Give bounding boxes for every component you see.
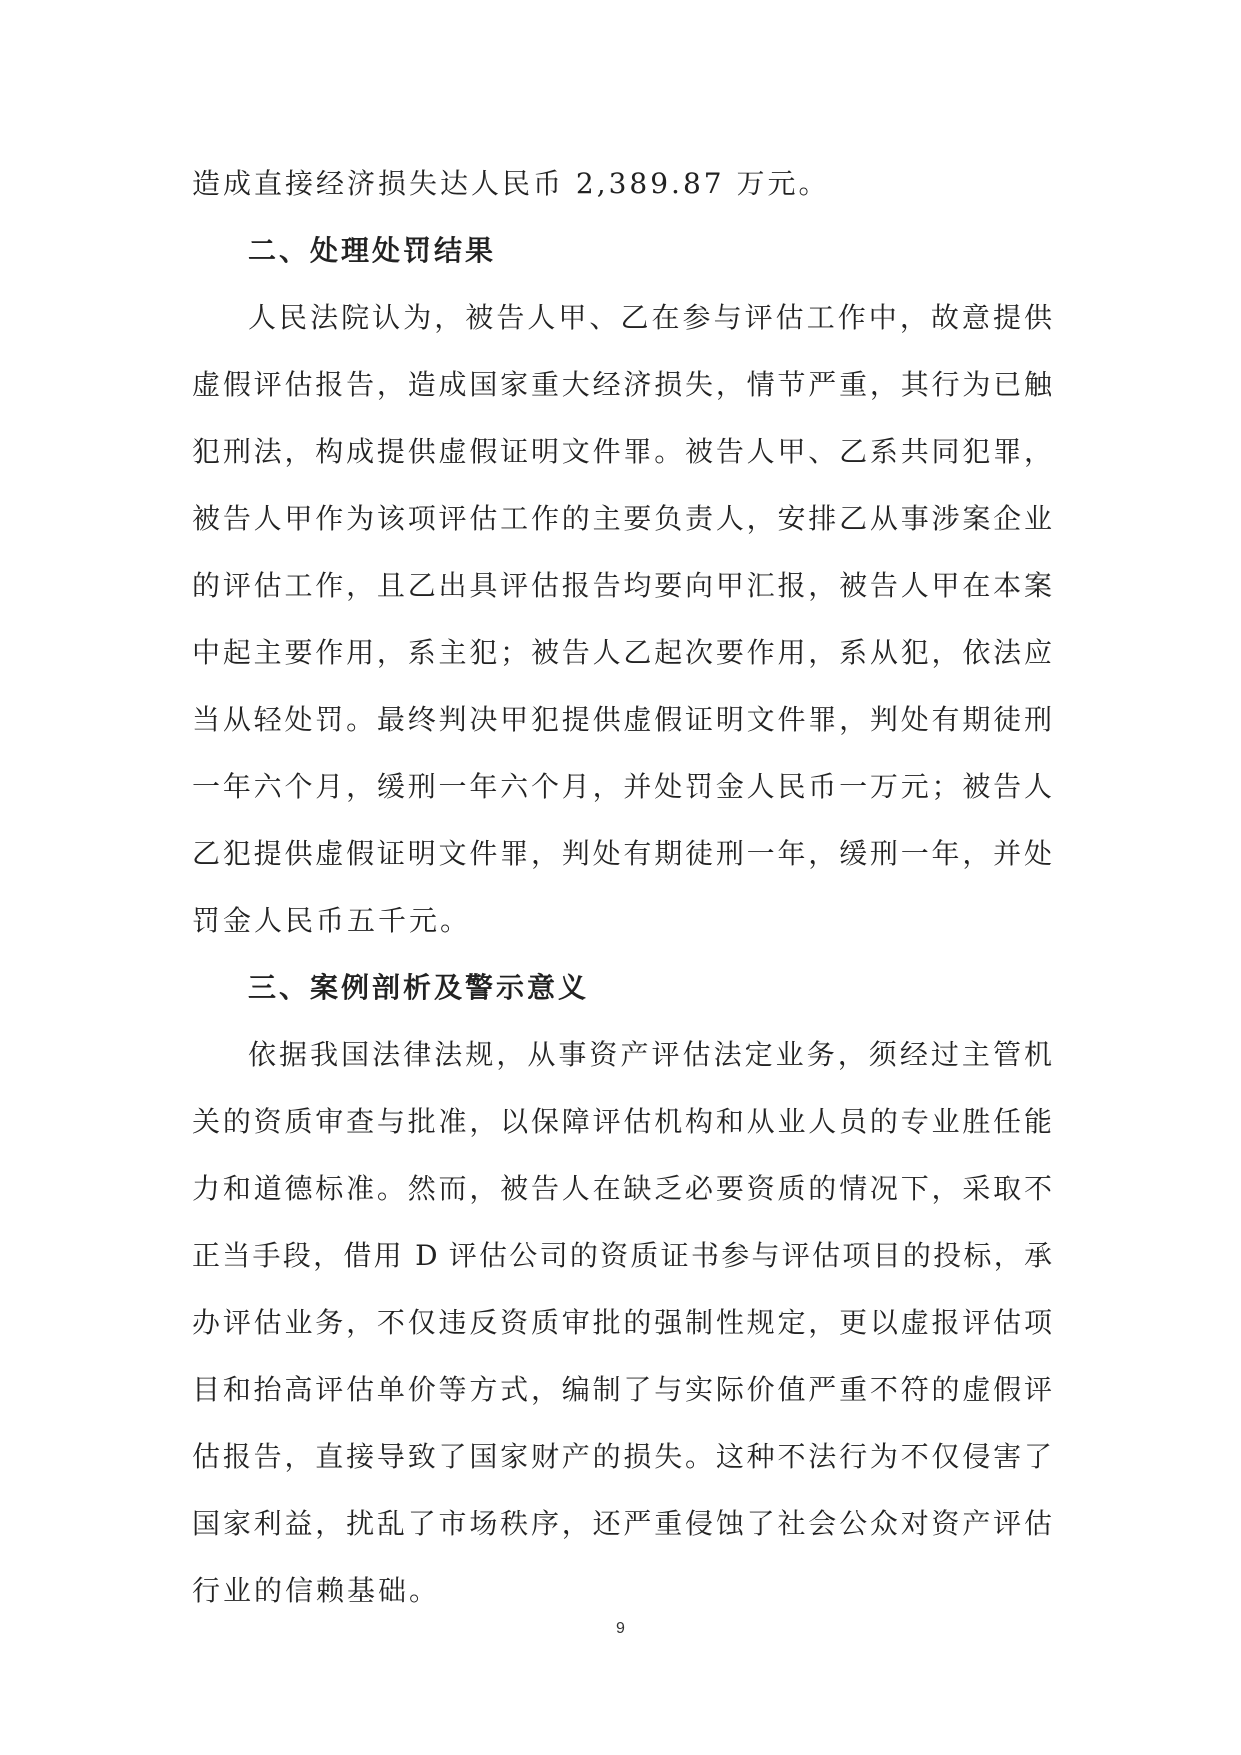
paragraph-line: 乙犯提供虚假证明文件罪，判处有期徒刑一年，缓刑一年，并处 xyxy=(192,837,1052,870)
paragraph-line: 办评估业务，不仅违反资质审批的强制性规定，更以虚报评估项 xyxy=(192,1306,1052,1339)
paragraph-last-line: 造成直接经济损失达人民币 2,389.87 万元。 xyxy=(192,167,830,200)
page-number: 9 xyxy=(616,1620,625,1637)
paragraph-line: 当从轻处罚。最终判决甲犯提供虚假证明文件罪，判处有期徒刑 xyxy=(192,703,1052,736)
paragraph-line: 虚假评估报告，造成国家重大经济损失，情节严重，其行为已触 xyxy=(192,368,1052,401)
paragraph-last-line: 罚金人民币五千元。 xyxy=(192,904,472,937)
paragraph-line: 估报告，直接导致了国家财产的损失。这种不法行为不仅侵害了 xyxy=(192,1440,1052,1473)
paragraph-line: 国家利益，扰乱了市场秩序，还严重侵蚀了社会公众对资产评估 xyxy=(192,1507,1052,1540)
paragraph-line: 目和抬高评估单价等方式，编制了与实际价值严重不符的虚假评 xyxy=(192,1373,1052,1406)
section-heading: 三、案例剖析及警示意义 xyxy=(248,971,590,1004)
paragraph-line: 中起主要作用，系主犯；被告人乙起次要作用，系从犯，依法应 xyxy=(192,636,1052,669)
paragraph-line: 的评估工作，且乙出具评估报告均要向甲汇报，被告人甲在本案 xyxy=(192,569,1052,602)
paragraph-first-line: 依据我国法律法规，从事资产评估法定业务，须经过主管机 xyxy=(248,1038,1052,1071)
paragraph-line: 一年六个月，缓刑一年六个月，并处罚金人民币一万元；被告人 xyxy=(192,770,1052,803)
paragraph-line: 关的资质审查与批准，以保障评估机构和从业人员的专业胜任能 xyxy=(192,1105,1052,1138)
body-text xyxy=(192,150,1052,1624)
paragraph-first-line: 人民法院认为，被告人甲、乙在参与评估工作中，故意提供 xyxy=(248,301,1052,334)
paragraph-line: 力和道德标准。然而，被告人在缺乏必要资质的情况下，采取不 xyxy=(192,1172,1052,1205)
paragraph-line: 犯刑法，构成提供虚假证明文件罪。被告人甲、乙系共同犯罪， xyxy=(192,435,1052,468)
section-heading: 二、处理处罚结果 xyxy=(248,234,497,267)
paragraph-line: 正当手段，借用 D 评估公司的资质证书参与评估项目的投标，承 xyxy=(192,1239,1052,1272)
paragraph-last-line: 行业的信赖基础。 xyxy=(192,1574,441,1607)
paragraph-line: 被告人甲作为该项评估工作的主要负责人，安排乙从事涉案企业 xyxy=(192,502,1052,535)
